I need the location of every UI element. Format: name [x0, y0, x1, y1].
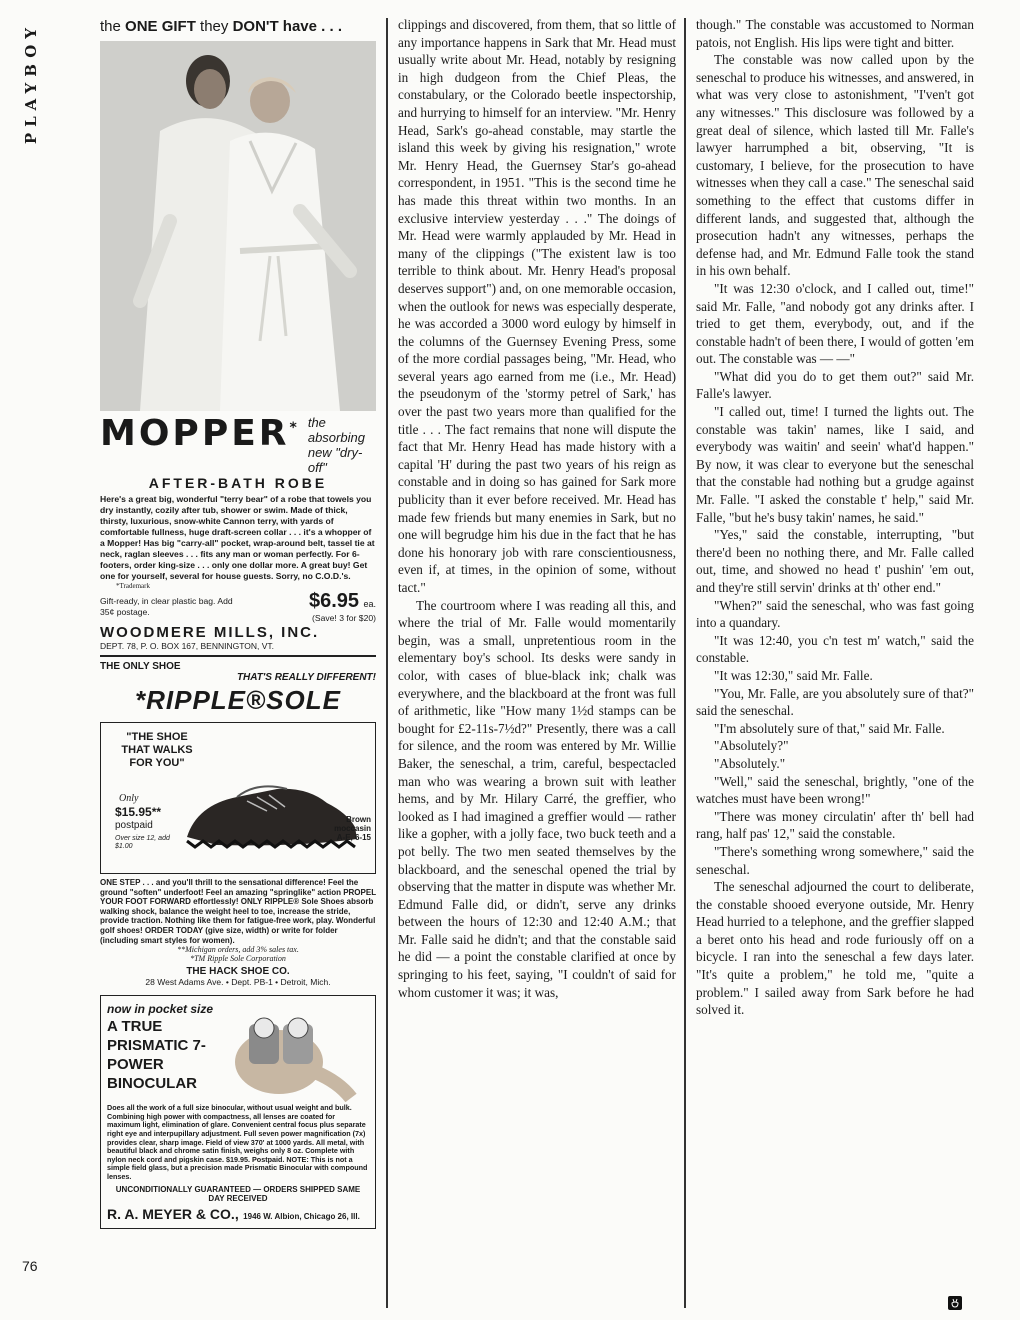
article-paragraph: "Absolutely?"	[714, 738, 789, 754]
article-paragraph: clippings and discovered, from them, that so little of any importance happens in Sark that Mr. Head must usually write about Mr. Head, notably by resigning in high dudgeon from the Chief Pleas, the constabulary, or the Colorado beetle inspectorship, and hurrying to himself for an interview. "Mr. Henry Head, Sark's go-ahead constable, may startle the island this week by giving his resignation," wrote Mr. Henry Head, the Guernsey Star's go-ahead correspondent, in 1951. "This is the second time he has made this threat within two months. In an exclusive interview yesterday . . ." The doings of Mr. Head were warmly applauded by Mr. Head in many of the clippings ("The existent law is too terrible to think about. Mr. Henry Head's proposal deserves support") and, on one memorable occasion, when the outlook for news was especially desperate, he was accorded a 3000 word eulogy by himself in the columns of the Guernsey Evening Press, some of the more cordial passages being, "Mr. Head, who several years ago earned from me (i.e., Mr. Head) the pseudonym of the 'stormy petrel of Sark,' has over the past two years more than qualified for the title . . . The fact remains that none will dispute the fact that Mr. Henry Head has made history with a capital 'H' during the past two years of his reign as constable and in doing so has gained for Sark more publicity than it ever before received. Mr. Head has made few friends but many enemies in Sark, but no one will begrudge him his due in the fact that he has done his honorary job with rare conscientiousness, even if, at times, in the opinion of some, without tact."	[398, 17, 676, 595]
article-paragraph: "Absolutely."	[714, 755, 786, 771]
robe-product-name: AFTER-BATH ROBE	[148, 475, 328, 491]
shoe-address: 28 West Adams Ave. • Dept. PB-1 • Detroit, Mich.	[145, 977, 331, 988]
bino-company: R. A. MEYER & CO.,	[107, 1205, 239, 1222]
bino-description: Does all the work of a full size binocular, without usual weight and bulk. Combining high power with compactness, all lenses are coated for maximum light, elimination of glare. Convenient central focus plus separate right eye and interpupillary adjustment. Full seven power magnification (7x) provides clear, sharp image. Field of view 370' at 1000 yards. All metal, with beautiful black and chrome satin finish, weighs only 8 oz. Complete with nylon neck cord and pigskin case. $19.95. Postpaid. NOTE: This is not a simple field glass, but a precision made Prismatic Binocular with compound lenses.	[107, 1103, 368, 1181]
bino-guarantee: UNCONDITIONALLY GUARANTEED — ORDERS SHIPPED SAME DAY RECEIVED	[115, 1184, 361, 1203]
robe-save-note: (Save! 3 for $20)	[311, 613, 376, 623]
mopper-brand: MOPPER*	[100, 413, 300, 454]
shoe-style: Brown moccasin A-E, 6-15	[334, 815, 371, 842]
robe-trademark: *Trademark	[116, 582, 150, 590]
robe-price-unit: ea.	[363, 599, 376, 609]
article-paragraph: The courtroom where I was reading all this, and where the trial of Mr. Falle would momentarily begin, was a small, unpretentious room in the elementary boy's school. Its desks were sandy in color, with cases of blue-black ink; chalk was everywhere, and the blackboard at the front was full of arithmetic, like "How many 1½d stamps can be bought for £2-11s-7½d?" Presently, there was a call for silence, and the room was entered by Mr. Willie Baker, the seneschal, a trim, careful, bespectacled man who was wearing a brown suit with leather hems, and by Mr. Hilary Carré, the greffier, who looked as I had imagined a greffier would — rather like a gopher, with a jolly face, two buck teeth and a pot belly. The two men seated themselves by the blackboard, and the seneschal opened the trial by observing that the matter in dispute was whether Mr. Edmund Falle did, or didn't, serve any drinks between the hours of 12:30 and 12:40 A.M.; that Mr. Falle said he didn't; and that the constable said he did — a point the constable clarified at once by springing to his feet, saying, "I couldn't of said for whom customer it was; it was,	[398, 597, 676, 1000]
article-paragraph: "It was 12:40, you c'n test m' watch," said the constable.	[696, 632, 974, 666]
robe-address: DEPT. 78, P. O. BOX 167, BENNINGTON, VT.	[100, 641, 274, 651]
binocular-illustration	[219, 1002, 359, 1102]
bino-address: 1946 W. Albion, Chicago 26, Ill.	[243, 1211, 360, 1221]
article-column-2	[696, 16, 974, 1019]
ad-binocular	[100, 995, 376, 1228]
page-number: 76	[22, 1258, 38, 1274]
article-paragraph: "I called out, time! I turned the lights out. The constable was takin' names, like I said, and everybody was waitin' and seein' what'd happen." By now, it was clear to everyone but the seneschal that the constable had nothing but a grudge against Mr. Falle. "I asked the constable t' help," said Mr. Falle, "but he's busy takin' names, he said."	[696, 404, 974, 525]
mopper-tagline: the absorbing new "dry-off"	[307, 415, 365, 475]
bino-footer	[107, 1206, 369, 1224]
article-paragraph: "There's something wrong somewhere," said the seneschal.	[696, 843, 974, 877]
shoe-description: ONE STEP . . . and you'll thrill to the sensational difference! Feel the ground "soften" underfoot! Feel an amazing "springlike" action PROPEL YOUR FOOT FORWARD effortlessly! ONLY RIPPLE® Sole Shoes absorb walking shock, balance the weight heel to toe, increase the stride, provide traction. Nothing like them for fatigue-free work, play. Wonderful golf shoes! ORDER TODAY (give size, width) or write for folder (including smart styles for women).	[100, 878, 376, 945]
robe-price: $6.95	[308, 590, 360, 612]
robe-description: Here's a great big, wonderful "terry bear" of a robe that towels you dry instantly, cozily after tub, shower or swim. Made of thick, thirsty, luxurious, snow-white Cannon terry, with yards of comfortable fullness, huge draft-screen collar . . . it's a whopper of a Mopper! Has big "carry-all" pocket, wrap-around belt, tassel tie at neck, raglan sleeves . . . fits any man or woman perfectly. For 6-footers, order king-size . . . only one dollar more. A great buy! Get one for yourself, several for house guests. Sorry, no C.O.D.'s.	[100, 494, 375, 581]
shoe-only: Only	[119, 793, 139, 804]
shoe-quote: "THE SHOE THAT WALKS FOR YOU"	[121, 731, 193, 769]
column-rule-1	[386, 18, 388, 1308]
ad-robe-headline: the ONE GIFT they DON'T have . . .	[100, 18, 342, 35]
article-paragraph: "There was money circulatin' after th' bell had rang, half pas' 12," said the constable.	[696, 808, 974, 842]
article-paragraph: "When?" said the seneschal, who was fast going into a quandary.	[696, 597, 974, 631]
article-paragraph: "Yes," said the constable, interrupting, "but there'd been no nothing there, and Mr. Falle called out, time, and showed no head t' pushin' 'em out, and they're still servin' drinks at th' other end."	[696, 527, 974, 595]
shoe-panel	[100, 722, 376, 874]
shoe-tm-note: *TM Ripple Sole Corporation	[190, 954, 286, 964]
robe-photo	[100, 41, 376, 411]
shoe-company: THE HACK SHOE CO.	[186, 966, 290, 978]
running-head: PLAYBOY	[22, 22, 40, 145]
article-paragraph: "I'm absolutely sure of that," said Mr. Falle.	[714, 720, 945, 736]
ad-column	[100, 18, 376, 1229]
bino-kicker: now in pocket size	[107, 1002, 214, 1017]
article-paragraph: "Well," said the seneschal, brightly, "one of the watches must have been wrong!"	[696, 773, 974, 807]
article-paragraph: "It was 12:30," said Mr. Falle.	[714, 667, 873, 683]
ad-shoe	[100, 661, 376, 987]
article-paragraph: The seneschal adjourned the court to deliberate, the constable shooed everyone outside, Mr. Henry Head hurried to a telephone, and the greffier slapped a beret onto his head and rode furiously off on a bicycle. I ran into the seneschal a few days later. "It's quite a problem," he told me, "quite a problem." I sailed away from Sark before he had solved it.	[696, 879, 974, 1018]
shoe-postpaid: postpaid	[115, 820, 153, 831]
article-paragraph: "It was 12:30 o'clock, and I called out, time!" said Mr. Falle, "and nobody got any drinks after. I tried to get them, everybody, out, and if the constable hadn't of been there, I would of gotten 'em out. The constable was — —"	[696, 280, 974, 367]
ad-robe	[100, 18, 376, 651]
article-paragraph: "What did you do to get them out?" said Mr. Falle's lawyer.	[696, 368, 974, 402]
shoe-price: $15.95**	[115, 805, 162, 819]
end-mark-rabbit-icon	[948, 1296, 962, 1310]
ad-divider	[100, 655, 376, 657]
bino-title: A TRUE PRISMATIC 7-POWER BINOCULAR	[107, 1018, 206, 1093]
shoe-tax-note: **Michigan orders, add 3% sales tax.	[177, 945, 299, 955]
robe-gift-note: Gift-ready, in clear plastic bag. Add 35¢ postage.	[100, 596, 233, 617]
shoe-line1: THE ONLY SHOE	[100, 661, 181, 672]
shoe-line2: THAT'S REALLY DIFFERENT!	[236, 672, 376, 683]
shoe-oversize: Over size 12, add $1.00	[115, 835, 170, 850]
article-paragraph: The constable was now called upon by the seneschal to produce his witnesses, and answered, in what was very close to astonishment, "I'ven't got any witnesses." This disclosure was followed by a great deal of silence, which lasted till Mr. Falle's lawyer harrumphed a bit, observing, "It is customary, I believe, for the prosecution to have witnesses when they call a case." The seneschal said something to the effect that customs differ in different lands, and suggested that, although the prosecution hadn't any witnesses, perhaps the defense had, and Mr. Edmund Falle took the stand in his own behalf.	[696, 52, 974, 279]
column-rule-2	[684, 18, 686, 1308]
article-column-1	[398, 16, 676, 1001]
article-paragraph: "You, Mr. Falle, are you absolutely sure of that?" said the seneschal.	[696, 685, 974, 719]
robe-company: WOODMERE MILLS, INC.	[100, 624, 320, 641]
shoe-brand: *RIPPLE®SOLE	[135, 685, 341, 715]
article-paragraph: though." The constable was accustomed to Norman patois, not English. His lips were tight and bitter.	[696, 17, 974, 50]
